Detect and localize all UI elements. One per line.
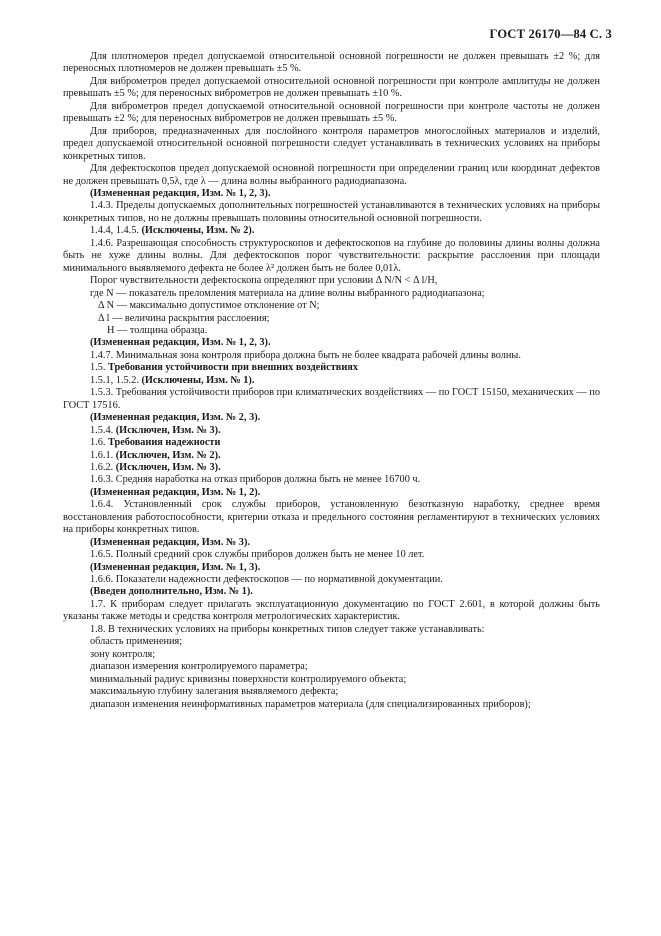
paragraph	[63, 674, 600, 686]
paragraph	[63, 437, 600, 449]
paragraph	[63, 474, 600, 486]
paragraph	[63, 313, 600, 325]
paragraph	[63, 649, 600, 661]
paragraph-text: диапазон изменения неинформативных параметров материала (для специализированных приборов);	[90, 698, 531, 710]
paragraph-text: Для плотномеров предел допускаемой относительной основной погрешности не должен превышать ±2 %; для переносных плотномеров не должен превышать ±5 %.	[63, 51, 600, 75]
paragraph-text: 1.6.4. Установленный срок службы приборов, установленную безотказную наработку, среднее время восстановления работоспособности, критерии отказа и предельного состояния регламентируют в технических условиях на приборы конкретных типов.	[63, 499, 600, 536]
paragraph-text: диапазон измерения контролируемого параметра;	[90, 661, 308, 673]
paragraph-text: (Измененная редакция, Изм. № 1, 2, 3).	[90, 337, 271, 349]
paragraph	[63, 101, 600, 126]
paragraph-text: Для виброметров предел допускаемой относительной основной погрешности при контроле частоты не должен превышать ±2 %; для переносных виброметров не должен превышать ±5 %.	[63, 100, 600, 125]
paragraph-text: Для виброметров предел допускаемой относительной основной погрешности при контроле амплитуды не должен превышать ±5 %; для переносных виброметров не должен превышать ±10 %.	[63, 75, 600, 100]
paragraph-text: Порог чувствительности дефектоскопа определяют при условии Δ N/N < Δ l/H,	[90, 275, 438, 287]
paragraph	[63, 661, 600, 673]
paragraph-text: (Измененная редакция, Изм. № 1, 3).	[90, 561, 261, 573]
paragraph	[63, 686, 600, 698]
paragraph	[63, 238, 600, 275]
paragraph-text: H — толщина образца.	[107, 324, 208, 336]
paragraph	[63, 200, 600, 225]
paragraph-bold-text: Требования надежности	[108, 437, 221, 449]
paragraph	[63, 499, 600, 536]
page-header: ГОСТ 26170—84 С. 3	[489, 27, 612, 41]
paragraph-text: (Введен дополнительно, Изм. № 1).	[90, 586, 253, 598]
paragraph	[63, 412, 600, 424]
paragraph-bold-text: (Исключены, Изм. № 1).	[141, 374, 255, 386]
paragraph-bold-text: (Исключен, Изм. № 3).	[115, 424, 221, 436]
paragraph-text: 1.6.3. Средняя наработка на отказ приборов должна быть не менее 16700 ч.	[90, 474, 421, 486]
paragraph	[63, 362, 600, 374]
paragraph-bold-text: (Исключены, Изм. № 2).	[141, 225, 255, 237]
paragraph-text: 1.4.7. Минимальная зона контроля прибора должна быть не более квадрата рабочей длины волны.	[90, 349, 521, 361]
paragraph-text: 1.5.3. Требования устойчивости приборов при климатических воздействиях — по ГОСТ 15150, механических — по ГОСТ 17516.	[63, 387, 600, 411]
paragraph	[63, 163, 600, 188]
paragraph-text: 1.5.4.	[90, 424, 116, 436]
paragraph-text: 1.6.6. Показатели надежности дефектоскопов — по нормативной документации.	[90, 574, 443, 586]
paragraph	[63, 549, 600, 561]
paragraph	[63, 188, 600, 200]
paragraph	[63, 425, 600, 437]
paragraph-text: зону контроля;	[90, 648, 156, 660]
paragraph	[63, 574, 600, 586]
paragraph-text: 1.5.	[90, 362, 109, 374]
paragraph	[63, 537, 600, 549]
paragraph-text: 1.7. К приборам следует прилагать эксплуатационную документацию по ГОСТ 2.601, в которой должны быть указаны также методы и средства контроля метрологических характеристик.	[63, 598, 600, 623]
paragraph	[63, 387, 600, 412]
paragraph	[63, 562, 600, 574]
paragraph-text: (Измененная редакция, Изм. № 1, 2, 3).	[90, 187, 271, 199]
paragraph-text: минимальный радиус кривизны поверхности контролируемого объекта;	[90, 673, 407, 685]
paragraph-text: Δ N — максимально допустимое отклонение от N;	[98, 300, 320, 312]
paragraph	[63, 225, 600, 237]
paragraph-text: (Измененная редакция, Изм. № 2, 3).	[90, 412, 261, 424]
paragraph	[63, 76, 600, 101]
paragraph-text: 1.6.	[90, 437, 109, 449]
paragraph-text: где N — показатель преломления материала на длине волны выбранного радиодиапазона;	[90, 287, 485, 299]
paragraph-text: 1.8. В технических условиях на приборы конкретных типов следует также устанавливать:	[90, 623, 485, 635]
paragraph	[63, 126, 600, 163]
paragraph-text: 1.6.5. Полный средний срок службы приборов должен быть не менее 10 лет.	[90, 549, 425, 561]
paragraph-text: 1.5.1, 1.5.2.	[90, 374, 142, 386]
paragraph-text: 1.6.1.	[90, 449, 116, 461]
paragraph-bold-text: (Исключен, Изм. № 3).	[115, 461, 221, 473]
paragraph	[63, 288, 600, 300]
paragraph-text: 1.4.4, 1.4.5.	[90, 225, 142, 237]
paragraph	[63, 300, 600, 312]
paragraph-text: 1.6.2.	[90, 461, 116, 473]
paragraph	[63, 636, 600, 648]
paragraph	[63, 487, 600, 499]
paragraph-text: 1.4.6. Разрешающая способность структуроскопов и дефектоскопов на глубине до половины длины волны должна быть не хуже длины волны. Для дефектоскопов порог чувствительности: раскрытие расслоения при площади минимального выявляемого дефекта не более λ² должен быть не более 0,01λ.	[63, 237, 600, 274]
paragraph	[63, 275, 600, 287]
paragraph-text: (Измененная редакция, Изм. № 3).	[90, 536, 250, 548]
paragraph-text: Δ l — величина раскрытия расслоения;	[98, 312, 270, 324]
paragraph	[63, 325, 600, 337]
paragraph	[63, 350, 600, 362]
paragraph	[63, 337, 600, 349]
paragraph-text: максимальную глубину залегания выявляемого дефекта;	[90, 686, 339, 698]
paragraph	[63, 462, 600, 474]
paragraph	[63, 375, 600, 387]
paragraph	[63, 599, 600, 624]
paragraph-text: Для дефектоскопов предел допускаемой основной погрешности при определении границ или координат дефектов не должен превышать 0,5λ, где λ — длина волны выбранного радиодиапазона.	[63, 163, 600, 187]
paragraph	[63, 586, 600, 598]
paragraph-bold-text: Требования устойчивости при внешних воздействиях	[108, 362, 359, 374]
paragraph-text: область применения;	[90, 636, 183, 648]
paragraph	[63, 699, 600, 711]
paragraph-text: (Измененная редакция, Изм. № 1, 2).	[90, 486, 261, 498]
paragraph	[63, 450, 600, 462]
paragraph	[63, 624, 600, 636]
paragraph	[63, 51, 600, 76]
paragraph-bold-text: (Исключен, Изм. № 2).	[115, 449, 221, 461]
paragraph-text: 1.4.3. Пределы допускаемых дополнительных погрешностей устанавливаются в технических условиях на приборы конкретных типов, но не должны превышать половины относительной основной погрешности.	[63, 200, 600, 224]
paragraph-text: Для приборов, предназначенных для послойного контроля параметров многослойных материалов и изделий, предел допускаемой относительной основной погрешности следует устанавливать в технических условиях на приборы конкретных типов.	[63, 125, 600, 162]
document-body	[63, 51, 600, 711]
